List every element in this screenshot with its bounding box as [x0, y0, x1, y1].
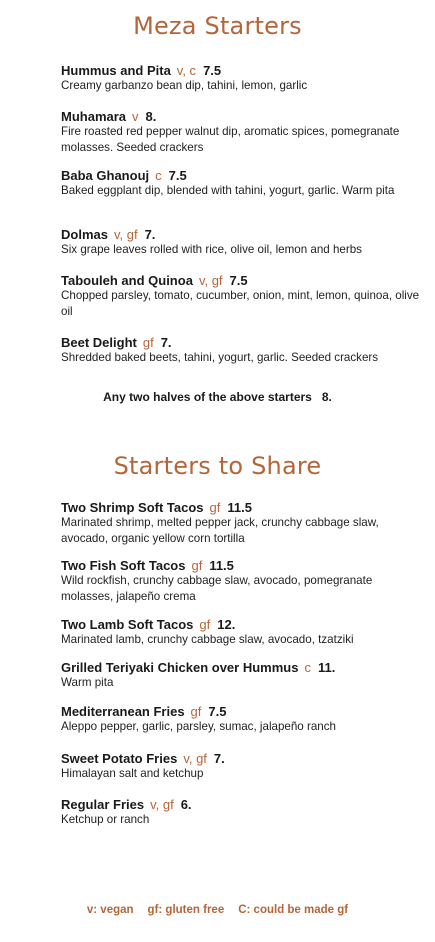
item-name: Muhamara: [61, 109, 127, 124]
diet-tags: c: [155, 168, 162, 183]
menu-item-beet-delight: [61, 335, 421, 366]
item-description: Shredded baked beets, tahini, yogurt, garlic. Seeded crackers: [61, 351, 379, 364]
menu-item-baba-ghanouj: [61, 168, 421, 199]
section-title-starters-to-share: Starters to Share: [113, 452, 322, 480]
item-description: Fire roasted red pepper walnut dip, aromatic spices, pomegranate molasses. Seeded crackers: [61, 125, 400, 154]
section-title-meza-starters: Meza Starters: [133, 12, 302, 40]
menu-item-regular-fries: [61, 797, 421, 828]
menu-item-fish-tacos: [61, 558, 421, 604]
menu-item-shrimp-tacos: [61, 500, 421, 546]
item-price: 7.: [144, 227, 156, 242]
item-description: Himalayan salt and ketchup: [61, 767, 204, 780]
note-text: Any two halves of the above starters: [103, 390, 312, 404]
item-price: 7.5: [229, 273, 248, 288]
diet-tags: gf: [142, 335, 154, 350]
diet-tags: gf: [190, 704, 202, 719]
item-price: 7.5: [168, 168, 187, 183]
item-price: 7.: [213, 751, 225, 766]
item-description: Marinated lamb, crunchy cabbage slaw, avocado, tzatziki: [61, 633, 354, 646]
item-price: 12.: [217, 617, 236, 632]
item-name: Dolmas: [61, 227, 108, 242]
item-price: 11.: [317, 660, 336, 675]
legend-gluten-free: gf: gluten free: [147, 904, 225, 916]
item-description: Ketchup or ranch: [61, 813, 150, 826]
item-price: 7.5: [208, 704, 227, 719]
menu-item-teriyaki-chicken: [61, 660, 421, 691]
item-description: Marinated shrimp, melted pepper jack, crunchy cabbage slaw, avocado, organic yellow corn tortilla: [61, 516, 379, 545]
diet-tags: v, gf: [150, 797, 174, 812]
item-name: Two Shrimp Soft Tacos: [61, 500, 204, 515]
item-price: 6.: [180, 797, 192, 812]
item-description: Warm pita: [61, 676, 114, 689]
diet-legend: [0, 904, 435, 916]
diet-tags: v, gf: [113, 227, 138, 242]
item-price: 7.5: [203, 63, 222, 78]
menu-item-hummus: [61, 63, 421, 94]
diet-tags: v, c: [176, 63, 197, 78]
item-name: Tabouleh and Quinoa: [61, 273, 193, 288]
item-name: Mediterranean Fries: [61, 704, 185, 719]
note-price: 8.: [321, 390, 332, 404]
menu-item-sweet-potato-fries: [61, 751, 421, 782]
item-name: Regular Fries: [61, 797, 145, 812]
diet-tags: v: [132, 109, 139, 124]
diet-tags: v, gf: [183, 751, 207, 766]
item-price: 8.: [145, 109, 157, 124]
item-name: Beet Delight: [61, 335, 137, 350]
diet-tags: c: [304, 660, 311, 675]
item-name: Grilled Teriyaki Chicken over Hummus: [61, 660, 299, 675]
item-name: Two Fish Soft Tacos: [61, 558, 186, 573]
item-description: Creamy garbanzo bean dip, tahini, lemon, garlic: [61, 79, 308, 92]
item-name: Two Lamb Soft Tacos: [61, 617, 194, 632]
diet-tags: gf: [209, 500, 221, 515]
item-description: Six grape leaves rolled with rice, olive oil, lemon and herbs: [61, 243, 362, 256]
diet-tags: gf: [199, 617, 211, 632]
item-price: 7.: [160, 335, 172, 350]
halves-note: [0, 390, 435, 404]
diet-tags: v, gf: [198, 273, 223, 288]
item-description: Aleppo pepper, garlic, parsley, sumac, jalapeño ranch: [61, 720, 336, 733]
menu-item-mediterranean-fries: [61, 704, 421, 735]
item-description: Baked eggplant dip, blended with tahini, yogurt, garlic. Warm pita: [61, 184, 395, 197]
menu-item-lamb-tacos: [61, 617, 421, 648]
menu-item-muhamara: [61, 109, 421, 155]
menu-item-dolmas: [61, 227, 421, 258]
item-description: Wild rockfish, crunchy cabbage slaw, avocado, pomegranate molasses, jalapeño crema: [61, 574, 373, 603]
legend-could-be-gf: C: could be made gf: [238, 904, 349, 916]
diet-tags: gf: [191, 558, 203, 573]
menu-item-tabouleh: [61, 273, 421, 319]
item-description: Chopped parsley, tomato, cucumber, onion, mint, lemon, quinoa, olive oil: [61, 289, 420, 318]
item-name: Hummus and Pita: [61, 63, 171, 78]
item-name: Sweet Potato Fries: [61, 751, 178, 766]
legend-vegan: v: vegan: [86, 904, 134, 916]
item-price: 11.5: [227, 500, 252, 515]
item-price: 11.5: [209, 558, 234, 573]
item-name: Baba Ghanouj: [61, 168, 150, 183]
